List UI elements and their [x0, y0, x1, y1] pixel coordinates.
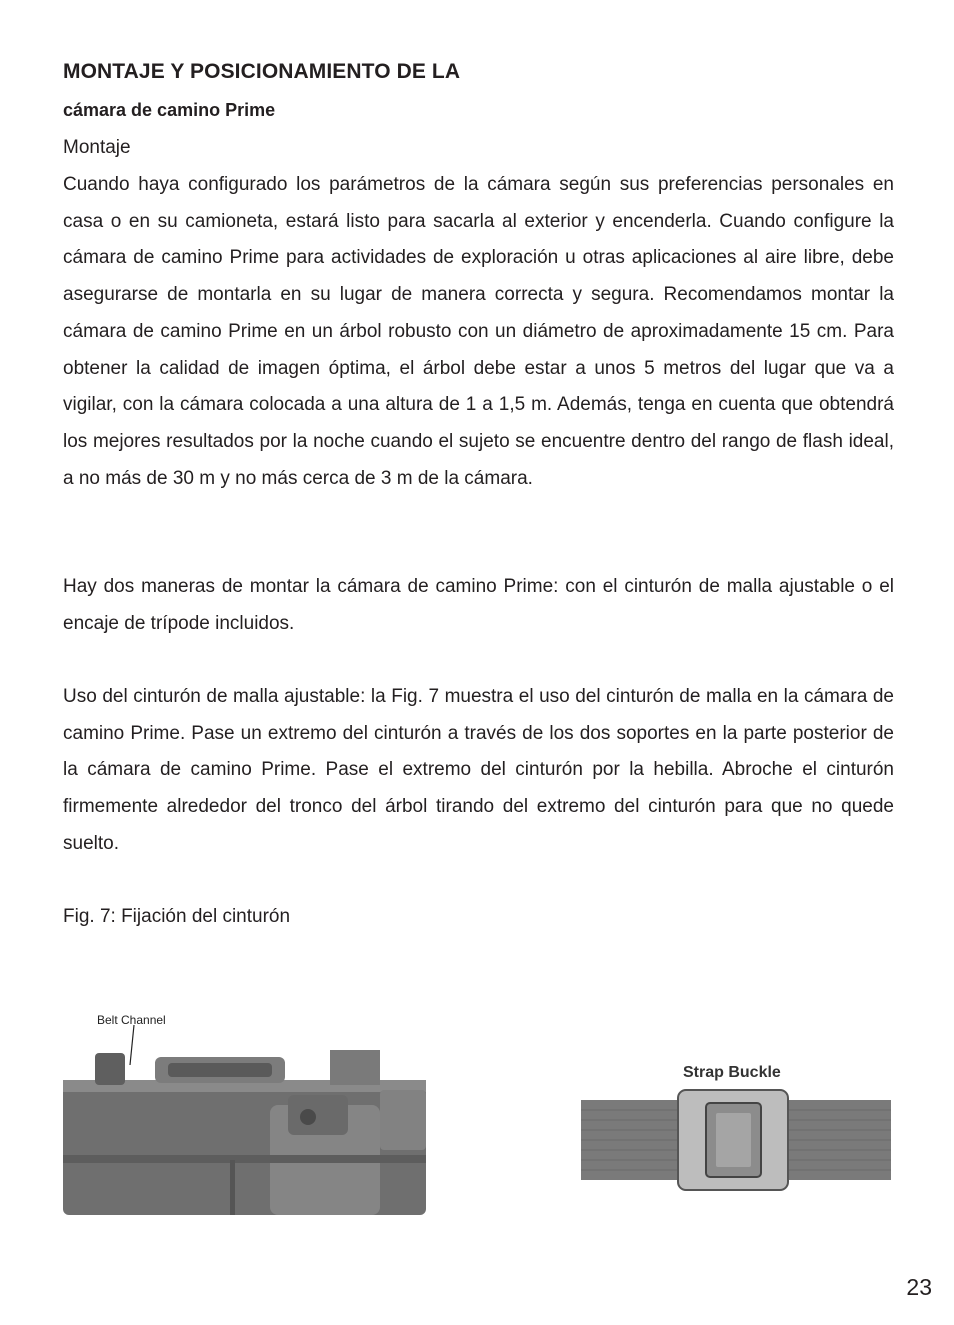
paragraph-mounting-options: Hay dos maneras de montar la cámara de camino Prime: con el cinturón de malla ajustable o el encaje de trípode incluidos. [63, 576, 894, 634]
page-number: 23 [906, 1274, 932, 1300]
paragraph-mounting-intro: Cuando haya configurado los parámetros de la cámara según sus preferencias personales en casa o en su camioneta, estará listo para sacarla al exterior y encenderla. Cuando configure la cámara de camino Prime para actividades de exploración u otras aplicaciones al aire libre, debe asegurarse de montarla en su lugar de manera correcta y segura. Recomendamos montar la cámara de camino Prime en un árbol robusto con un diámetro de aproximadamente 15 cm. Para obtener la calidad de imagen óptima, el árbol debe estar a unos 5 metros del lugar que va a vigilar, con la cámara colocada a una altura de 1 a 1,5 m. Además, tenga en cuenta que obtendrá los mejores resultados por la noche cuando el sujeto se encuentre dentro del rango de flash ideal, a no más de 30 m y no más cerca de 3 m de la cámara. [63, 174, 894, 489]
strap-buckle-label: Strap Buckle [683, 1064, 781, 1081]
section-label: Montaje [63, 137, 131, 158]
belt-channel-label: Belt Channel [97, 1013, 166, 1027]
camera-belt-channel-figure [60, 1005, 430, 1220]
strap-buckle-figure [578, 1055, 893, 1205]
section-heading: MONTAJE Y POSICIONAMIENTO DE LA [63, 60, 461, 83]
section-subheading: cámara de camino Prime [63, 100, 276, 120]
figure-caption: Fig. 7: Fijación del cinturón [63, 906, 291, 927]
paragraph-belt-usage: Uso del cinturón de malla ajustable: la Fig. 7 muestra el uso del cinturón de malla en la cámara de camino Prime. Pase un extremo del cinturón a través de los dos soportes en la parte posterior de la cámara de camino Prime. Pase el extremo del cinturón por la hebilla. Abroche el cinturón firmemente alrededor del tronco del árbol tirando del extremo del cinturón para que no quede suelto. [63, 686, 894, 854]
